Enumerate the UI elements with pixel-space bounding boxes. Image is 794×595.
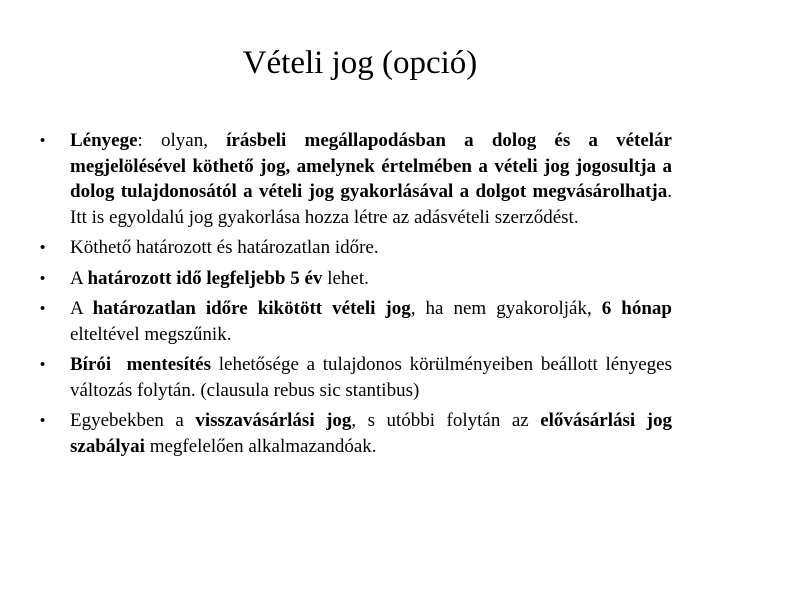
bullet-item <box>40 296 672 347</box>
bullet-text-segment: megfelelően alkalmazandóak. <box>144 435 377 457</box>
bullet-text-segment: visszavásárlási jog <box>195 410 352 431</box>
bullet-text-segment: A <box>70 267 88 289</box>
bullet-text-segment: , ha nem gyakorolják, <box>410 298 602 319</box>
bullet-text-segment: 6 hónap <box>601 298 672 319</box>
bullet-text-segment: Lényege <box>70 130 138 151</box>
bullet-text-segment: Egyebekben a <box>70 410 196 431</box>
bullet-text-segment: elteltével megszűnik. <box>70 323 232 345</box>
bullet-text-segment: lehetősége a tulajdonos körülményeiben beállott lényeges változás folytán. (clausula rebus sic stantibus) <box>70 354 673 401</box>
bullet-text-segment: Köthető határozott és határozatlan időre. <box>70 237 379 258</box>
bullet-text-segment: A <box>70 298 93 319</box>
slide-title: Vételi jog (opció) <box>242 45 478 81</box>
bullet-text-segment: írásbeli megállapodásban a dolog és a vételár megjelölésével köthető jog, amelynek értelmében a vételi jog jogosultja a dolog tulajdonosától a vételi jog gyakorlásával a dolgot megvásárolhatja <box>70 130 672 202</box>
bullet-text-segment: Bírói mentesítés <box>70 354 212 375</box>
bullet-item <box>40 408 672 459</box>
bullet-text-segment: . Itt is egyoldalú jog gyakorlása hozza létre az adásvételi szerződést. <box>70 181 672 228</box>
bullet-list <box>40 128 672 464</box>
bullet-item <box>40 352 672 403</box>
bullet-item <box>40 266 672 292</box>
bullet-text-segment: határozott idő legfeljebb 5 év <box>87 267 323 289</box>
bullet-text-segment: határozatlan időre kikötött vételi jog <box>92 298 411 319</box>
bullet-text-segment: lehet. <box>322 267 369 289</box>
bullet-item <box>40 128 672 230</box>
bullet-text-segment: elővásárlási jog szabályai <box>70 410 673 457</box>
bullet-item <box>40 235 672 261</box>
bullet-text-segment: , s utóbbi folytán az <box>351 410 541 431</box>
bullet-text-segment: : olyan, <box>137 130 227 151</box>
